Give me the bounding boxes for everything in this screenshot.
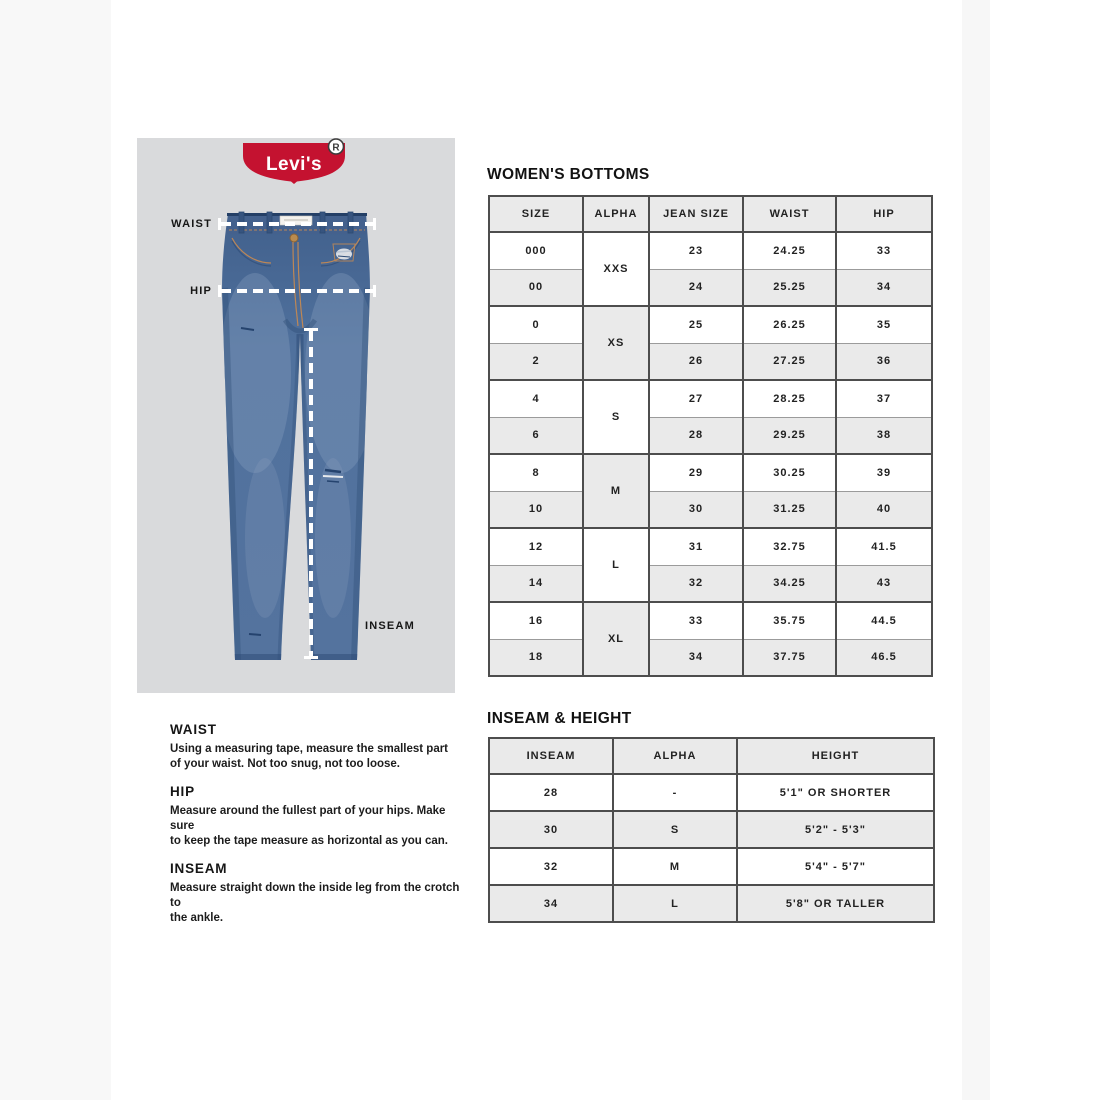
measurement-cell: 32 (489, 848, 613, 885)
size-cell: 00 (489, 269, 583, 306)
inseam-table-title: INSEAM & HEIGHT (487, 710, 632, 727)
size-table-row (489, 343, 932, 380)
inseam-table-row (489, 885, 934, 922)
size-cell: 6 (489, 417, 583, 454)
measurement-cell: S (613, 811, 737, 848)
waist-guide-section (170, 722, 470, 772)
column-header: INSEAM (489, 738, 613, 774)
measurement-cell: 37 (836, 380, 932, 417)
inseam-table-row (489, 848, 934, 885)
inseam-diagram-label: INSEAM (365, 620, 415, 632)
size-cell: 18 (489, 639, 583, 676)
size-cell: 2 (489, 343, 583, 380)
size-cell: 12 (489, 528, 583, 565)
measurement-cell: 5'8" OR TALLER (737, 885, 934, 922)
measurement-cell: 33 (836, 232, 932, 269)
page-right-margin (962, 0, 990, 1100)
column-header: ALPHA (613, 738, 737, 774)
guide-text-line: Using a measuring tape, measure the smallest part (170, 743, 449, 755)
measurement-cell: 25 (649, 306, 743, 343)
alpha-cell: M (583, 454, 649, 528)
bottoms-table-header (489, 196, 932, 232)
size-table-row (489, 306, 932, 343)
measurement-cell: 34 (836, 269, 932, 306)
size-cell: 8 (489, 454, 583, 491)
measurement-cell: 5'4" - 5'7" (737, 848, 934, 885)
measurement-cell: 25.25 (743, 269, 836, 306)
guide-text-line: Measure around the fullest part of your hips. Make sure (170, 805, 446, 832)
column-header: HEIGHT (737, 738, 934, 774)
measurement-cell: 5'1" OR SHORTER (737, 774, 934, 811)
measurement-cell: 24 (649, 269, 743, 306)
measurement-cell: 36 (836, 343, 932, 380)
measurement-cell: 30.25 (743, 454, 836, 491)
measurement-cell: 32.75 (743, 528, 836, 565)
size-cell: 0 (489, 306, 583, 343)
inseam-table-row (489, 774, 934, 811)
size-table-row (489, 269, 932, 306)
guide-heading: HIP (170, 784, 195, 799)
measurement-cell: 30 (649, 491, 743, 528)
womens-bottoms-size-table (488, 195, 933, 677)
measurement-cell: M (613, 848, 737, 885)
alpha-cell: XL (583, 602, 649, 676)
inseam-height-table (488, 737, 935, 923)
column-header: SIZE (489, 196, 583, 232)
measurement-cell: 35.75 (743, 602, 836, 639)
measurement-cell: 26.25 (743, 306, 836, 343)
size-table-row (489, 565, 932, 602)
size-cell: 16 (489, 602, 583, 639)
column-header: JEAN SIZE (649, 196, 743, 232)
measurement-cell: 29 (649, 454, 743, 491)
size-cell: 10 (489, 491, 583, 528)
size-table-row (489, 454, 932, 491)
measure-guide (170, 722, 470, 938)
measurement-cell: 39 (836, 454, 932, 491)
guide-text-line: Measure straight down the inside leg from the crotch to (170, 882, 460, 909)
measurement-cell: 28.25 (743, 380, 836, 417)
guide-text-line: of your waist. Not too snug, not too loose. (170, 758, 400, 770)
page-left-margin (0, 0, 111, 1100)
measurement-cell: 46.5 (836, 639, 932, 676)
alpha-cell: XS (583, 306, 649, 380)
measurement-cell: 34.25 (743, 565, 836, 602)
measurement-cell: - (613, 774, 737, 811)
inseam-guide-section (170, 861, 470, 926)
measurement-cell: 34 (649, 639, 743, 676)
column-header: ALPHA (583, 196, 649, 232)
inseam-table-row (489, 811, 934, 848)
jeans-button (290, 234, 298, 242)
guide-heading: WAIST (170, 722, 217, 737)
alpha-cell: XXS (583, 232, 649, 306)
measurement-cell: 34 (489, 885, 613, 922)
size-table-row (489, 639, 932, 676)
measurement-cell: 30 (489, 811, 613, 848)
measurement-cell: 33 (649, 602, 743, 639)
jeans-illustration (218, 212, 377, 660)
waist-diagram-label: WAIST (171, 218, 212, 230)
measurement-cell: 37.75 (743, 639, 836, 676)
measurement-cell: 32 (649, 565, 743, 602)
levis-logo (243, 139, 345, 184)
measurement-cell: 38 (836, 417, 932, 454)
measurement-cell: 23 (649, 232, 743, 269)
svg-text:R: R (332, 142, 340, 154)
measurement-cell: 5'2" - 5'3" (737, 811, 934, 848)
measurement-cell: 24.25 (743, 232, 836, 269)
measurement-cell: 29.25 (743, 417, 836, 454)
size-table-row (489, 491, 932, 528)
size-cell: 4 (489, 380, 583, 417)
measurement-cell: L (613, 885, 737, 922)
levis-wordmark: Levi's (265, 154, 323, 175)
size-table-row (489, 528, 932, 565)
measurement-cell: 28 (489, 774, 613, 811)
size-cell: 14 (489, 565, 583, 602)
alpha-cell: S (583, 380, 649, 454)
measurement-cell: 31.25 (743, 491, 836, 528)
inseam-table-header (489, 738, 934, 774)
measurement-cell: 27.25 (743, 343, 836, 380)
measurement-cell: 41.5 (836, 528, 932, 565)
size-table-row (489, 232, 932, 269)
measurement-cell: 40 (836, 491, 932, 528)
measurement-cell: 44.5 (836, 602, 932, 639)
measurement-cell: 26 (649, 343, 743, 380)
measurement-cell: 27 (649, 380, 743, 417)
size-guide-panel (137, 138, 455, 693)
measurement-cell: 31 (649, 528, 743, 565)
measurement-cell: 35 (836, 306, 932, 343)
guide-heading: INSEAM (170, 861, 228, 876)
column-header: WAIST (743, 196, 836, 232)
size-table-row (489, 602, 932, 639)
hip-diagram-label: HIP (190, 285, 212, 297)
bottoms-table-title: WOMEN'S BOTTOMS (487, 166, 650, 183)
guide-text-line: to keep the tape measure as horizontal as you can. (170, 835, 449, 847)
alpha-cell: L (583, 528, 649, 602)
measurement-cell: 43 (836, 565, 932, 602)
guide-text-line: the ankle. (170, 912, 224, 924)
hip-guide-section (170, 784, 470, 849)
column-header: HIP (836, 196, 932, 232)
size-table-row (489, 417, 932, 454)
size-cell: 000 (489, 232, 583, 269)
size-table-row (489, 380, 932, 417)
measurement-cell: 28 (649, 417, 743, 454)
